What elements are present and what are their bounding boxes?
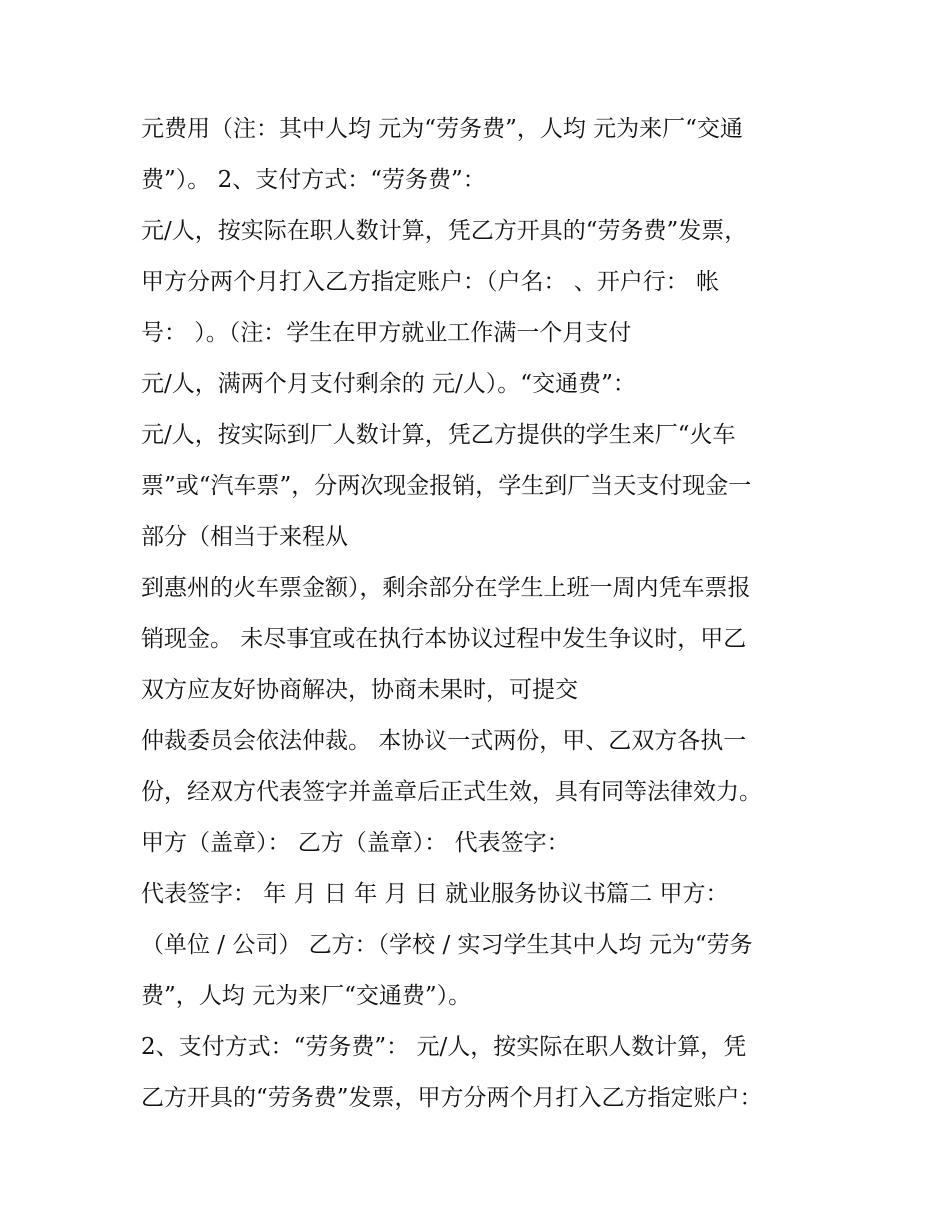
text-line: 部分（相当于来程从 xyxy=(141,524,348,550)
text-line: 费”，人均 元为来厂“交通费”）。 xyxy=(141,983,472,1009)
text-line: 2、支付方式：“劳务费”： 元/人，按实际在职人数计算，凭 xyxy=(141,1034,747,1060)
document-body xyxy=(141,104,841,1124)
text-line: 乙方开具的“劳务费”发票，甲方分两个月打入乙方指定账户： xyxy=(141,1085,763,1111)
text-line: 元/人，满两个月支付剩余的 元/人）。“交通费”： xyxy=(141,371,636,397)
text-line: 元/人，按实际在职人数计算，凭乙方开具的“劳务费”发票， xyxy=(141,218,748,244)
text-line: 到惠州的火车票金额），剩余部分在学生上班一周内凭车票报 xyxy=(141,575,751,601)
text-line: 份，经双方代表签字并盖章后正式生效，具有同等法律效力。 xyxy=(141,779,762,805)
text-line: 甲方（盖章）： 乙方（盖章）： 代表签字： xyxy=(141,830,570,856)
text-line: 票”或“汽车票”，分两次现金报销，学生到厂当天支付现金一 xyxy=(141,473,752,499)
text-line: 销现金。 未尽事宜或在执行本协议过程中发生争议时，甲乙 xyxy=(141,626,747,652)
text-line: 号： ）。（注：学生在甲方就业工作满一个月支付 xyxy=(141,320,632,346)
text-line: 元/人，按实际到厂人数计算，凭乙方提供的学生来厂“火车 xyxy=(141,422,736,448)
text-line: 双方应友好协商解决，协商未果时，可提交 xyxy=(141,677,578,703)
text-line: 仲裁委员会依法仲裁。 本协议一式两份，甲、乙双方各执一 xyxy=(141,728,747,754)
text-line: 甲方分两个月打入乙方指定账户：（户名： 、开户行： 帐 xyxy=(141,269,720,295)
text-line: 元费用（注：其中人均 元为“劳务费”，人均 元为来厂“交通 xyxy=(141,116,743,142)
text-line: 费”）。 2、支付方式：“劳务费”： xyxy=(141,167,486,193)
text-line: （单位 / 公司） 乙方：（学校 / 实习学生其中人均 元为“劳务 xyxy=(141,932,753,958)
text-line: 代表签字： 年 月 日 年 月 日 就业服务协议书篇二 甲方： xyxy=(141,881,729,907)
